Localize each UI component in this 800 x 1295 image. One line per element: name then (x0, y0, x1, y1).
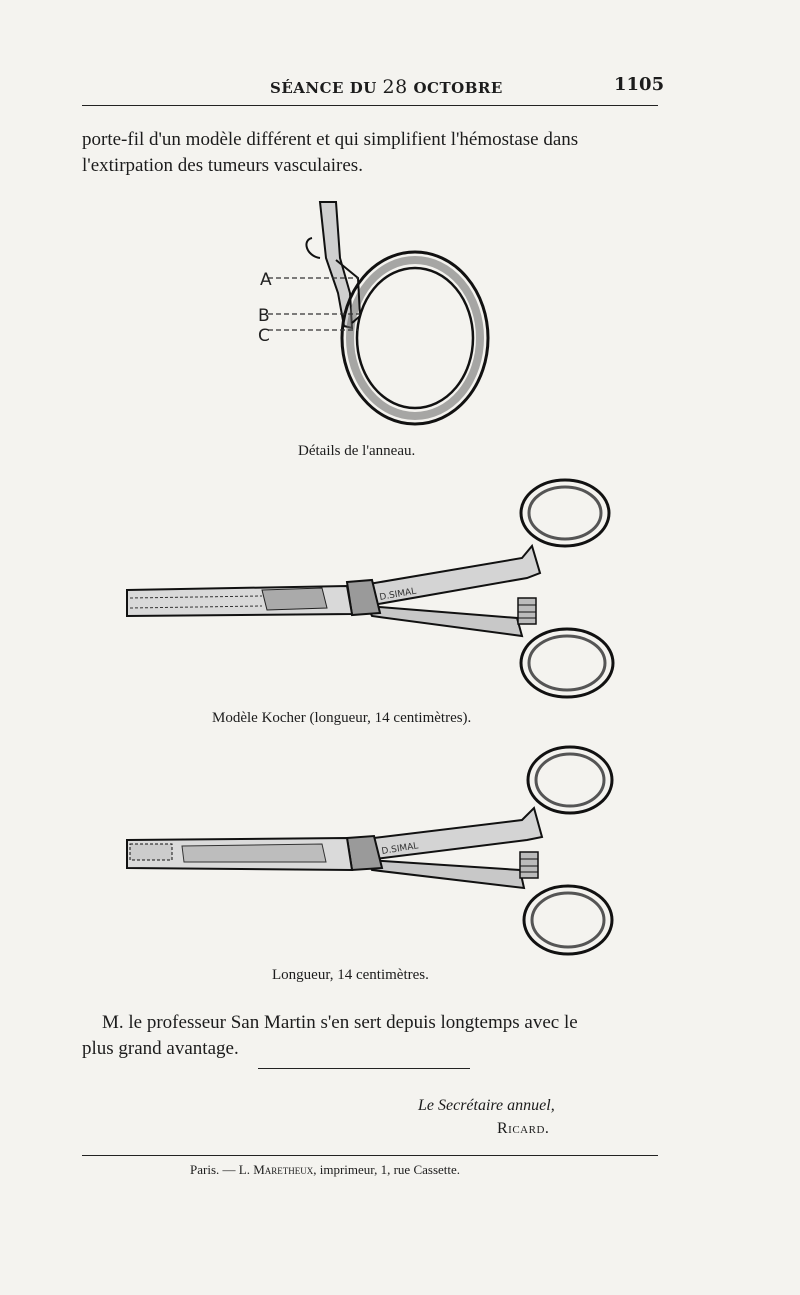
section-separator (258, 1068, 470, 1069)
footer-dash: — (222, 1162, 236, 1177)
closing-line-1: M. le professeur San Martin s'en sert depuis longtemps avec le (102, 1012, 578, 1033)
page-number: 1105 (614, 74, 665, 95)
kocher-forceps-figure (122, 478, 622, 703)
footer-rule (82, 1155, 658, 1156)
forceps-figure (122, 742, 622, 962)
header-month: OCTOBRE (413, 79, 503, 97)
footer-printer: L. Maretheux, (238, 1162, 317, 1177)
header-prefix: SÉANCE DU (270, 79, 377, 97)
closing-paragraph (82, 1010, 658, 1062)
label-b: B (258, 306, 270, 326)
figure-3-caption: Longueur, 14 centimètres. (272, 967, 429, 983)
intro-paragraph (82, 127, 658, 179)
maker-mark-2: D.SIMAL (380, 841, 420, 857)
figure-2-caption: Modèle Kocher (longueur, 14 centimètres). (212, 710, 472, 726)
maker-mark-1: D.SIMAL (378, 586, 418, 603)
signature-name: Ricard. (497, 1120, 550, 1137)
intro-line-1: porte-fil d'un modèle différent et qui simplifient l'hémostase dans (82, 129, 579, 150)
header-day: 28 (382, 76, 408, 98)
signature-title: Le Secrétaire annuel, (418, 1097, 555, 1114)
closing-line-2: plus grand avantage. (82, 1038, 239, 1059)
label-a: A (260, 270, 272, 290)
ring-detail-figure (240, 198, 510, 433)
header-rule (82, 105, 658, 106)
printer-imprint (190, 1162, 460, 1178)
figure-1-caption: Détails de l'anneau. (298, 443, 416, 459)
intro-line-2: l'extirpation des tumeurs vasculaires. (82, 155, 363, 176)
label-c: C (258, 326, 270, 346)
running-header (270, 76, 503, 98)
footer-address: imprimeur, 1, rue Cassette. (319, 1162, 461, 1177)
footer-city: Paris. (190, 1162, 220, 1177)
